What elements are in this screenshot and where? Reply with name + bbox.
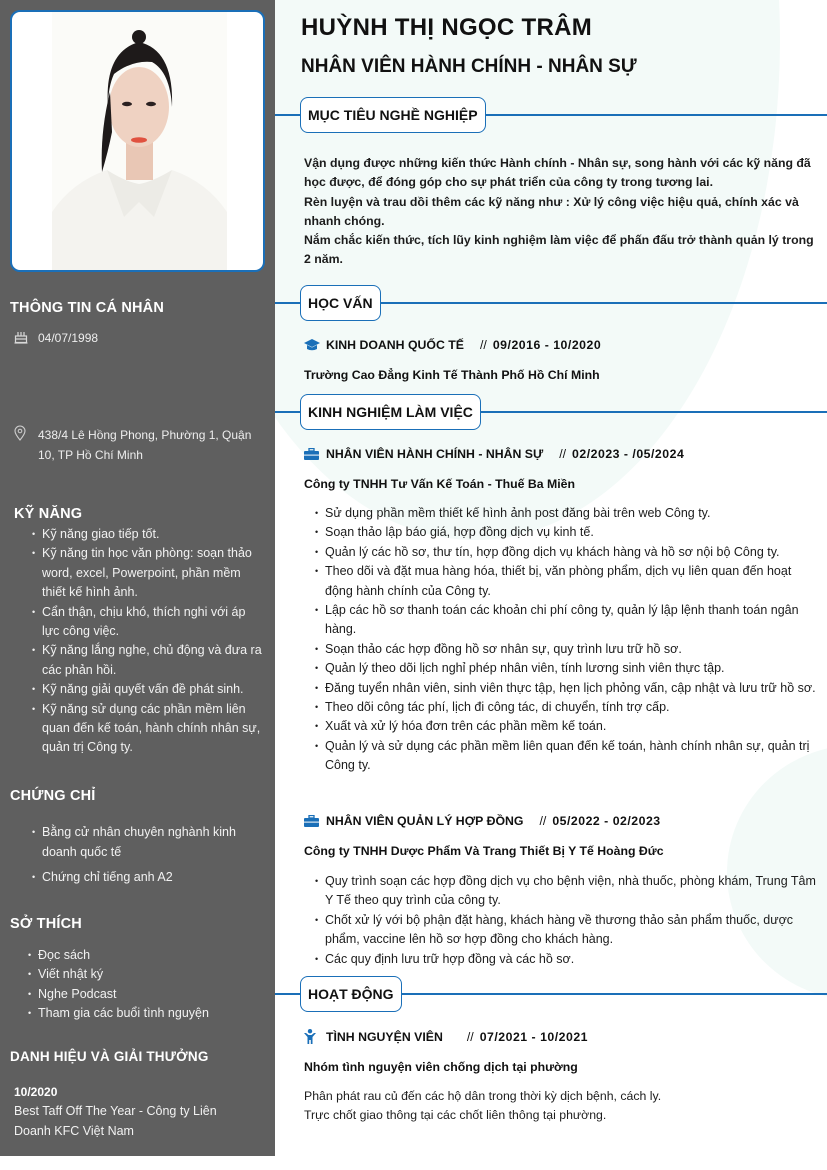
skill-item: • Kỹ năng giải quyết vấn đề phát sinh. [34, 680, 264, 699]
activity-description [304, 1087, 804, 1126]
hobby-item: • Đọc sách [30, 946, 260, 965]
duty-item: • Chốt xử lý với bộ phận đặt hàng, khách hàng về thương thảo sản phẩm thuốc, dược phẩm, vaccine lên hồ sơ hợp đồng cho khách hàng. [315, 911, 820, 950]
duty-item: • Lập các hồ sơ thanh toán các khoản chi phí công ty, quản lý lập lệnh thanh toán ngân hàng. [315, 601, 820, 640]
education-date: 09/2016 - 10/2020 [492, 338, 602, 352]
briefcase-icon [304, 448, 326, 460]
duty-item: • Các quy định lưu trữ hợp đồng và các hồ sơ. [315, 950, 820, 969]
profile-photo-frame [10, 10, 265, 272]
duty-item: • Soạn thảo lập báo giá, hợp đồng dịch vụ kinh tế. [315, 523, 820, 542]
duty-item: • Đăng tuyển nhân viên, sinh viên thực tập, hẹn lịch phỏng vấn, cập nhật và lưu trữ hồ sơ. [315, 679, 820, 698]
separator: // [559, 447, 567, 461]
candidate-role: NHÂN VIÊN HÀNH CHÍNH - NHÂN SỰ [301, 56, 637, 77]
activity-date: 07/2021 - 10/2021 [479, 1029, 589, 1044]
job-date: 05/2022 - 02/2023 [552, 814, 661, 828]
duty-item: • Quản lý các hồ sơ, thư tín, hợp đồng dịch vụ khách hàng và hồ sơ nội bộ Công ty. [315, 543, 820, 562]
job-duties-list [315, 504, 820, 776]
separator: // [539, 814, 547, 828]
profile-photo [52, 12, 227, 270]
address-row [14, 425, 269, 465]
duty-item: • Quản lý và sử dụng các phần mềm liên quan đến kế toán, hành chính nhân sự, quản trị Công ty. [315, 737, 820, 776]
education-entry-header [304, 338, 601, 352]
awards-title: DANH HIỆU VÀ GIẢI THƯỞNG [10, 1049, 209, 1064]
activities-section-header [275, 976, 827, 1012]
experience-title: KINH NGHIỆM LÀM VIỆC [300, 394, 481, 430]
briefcase-icon [304, 815, 326, 827]
main-content [275, 0, 827, 1170]
location-pin-icon [14, 425, 38, 465]
education-school: Trường Cao Đẳng Kinh Tế Thành Phố Hồ Chí Minh [304, 368, 600, 382]
job-company: Công ty TNHH Dược Phẩm Và Trang Thiết Bị Y Tế Hoàng Đức [304, 844, 664, 858]
duty-item: • Theo dõi và đặt mua hàng hóa, thiết bị, văn phòng phẩm, dịch vụ liên quan đến hoạt động hành chính của Công ty. [315, 562, 820, 601]
activity-header [304, 1029, 588, 1044]
activity-line: Trực chốt giao thông tại các chốt liên thông tại phường. [304, 1108, 607, 1123]
job-position: NHÂN VIÊN QUẢN LÝ HỢP ĐỒNG [326, 814, 524, 828]
activities-title: HOẠT ĐỘNG [300, 976, 402, 1012]
objective-line: Vận dụng được những kiến thức Hành chính - Nhân sự, song hành với các kỹ năng đã học được, để đóng góp cho sự phát triển của công ty trong tương lai. [304, 156, 811, 190]
award-date: 10/2020 [14, 1085, 58, 1099]
birthday-row [14, 328, 98, 350]
job-header [304, 814, 661, 828]
hobby-item: • Viết nhật ký [30, 965, 260, 984]
graduation-cap-icon [304, 339, 326, 351]
duty-item: • Quy trình soạn các hợp đồng dịch vụ cho bệnh viện, nhà thuốc, phòng khám, Trung Tâm Y Tế theo quy trình của công ty. [315, 872, 820, 911]
objective-title: MỤC TIÊU NGHỀ NGHIỆP [300, 97, 486, 133]
candidate-name: HUỲNH THỊ NGỌC TRÂM [301, 14, 593, 41]
personal-info-title: THÔNG TIN CÁ NHÂN [10, 300, 165, 316]
skill-item: • Kỹ năng lắng nghe, chủ động và đưa ra các phản hồi. [34, 641, 264, 680]
skills-list [34, 525, 264, 758]
award-text: Best Taff Off The Year - Công ty Liên Doanh KFC Việt Nam [14, 1104, 217, 1138]
certificate-item: • Chứng chỉ tiếng anh A2 [34, 867, 249, 887]
objective-line: Rèn luyện và trau dồi thêm các kỹ năng như : Xử lý công việc hiệu quả, chính xác và nhanh chóng. [304, 194, 799, 228]
hobbies-list [30, 946, 260, 1024]
skills-title: KỸ NĂNG [14, 506, 83, 522]
separator: // [466, 1029, 474, 1044]
certificates-title: CHỨNG CHỈ [10, 788, 96, 804]
education-major: KINH DOANH QUỐC TẾ [326, 338, 464, 352]
address-value: 438/4 Lê Hồng Phong, Phường 1, Quận 10, TP Hồ Chí Minh [38, 428, 252, 462]
skill-item: • Kỹ năng tin học văn phòng: soạn thảo word, excel, Powerpoint, phần mềm thiết kế hình ảnh. [34, 544, 264, 602]
duty-item: • Theo dõi công tác phí, lịch đi công tác, di chuyển, tính trợ cấp. [315, 698, 820, 717]
birthday-cake-icon [14, 328, 38, 350]
duty-item: • Quản lý theo dõi lịch nghỉ phép nhân viên, tính lương sinh viên thực tập. [315, 659, 820, 678]
activity-role: TÌNH NGUYỆN VIÊN [326, 1029, 443, 1044]
job-date: 02/2023 - /05/2024 [572, 447, 685, 461]
certificates-list [34, 822, 249, 887]
objective-text [304, 154, 819, 270]
duty-item: • Soạn thảo các hợp đồng hồ sơ nhân sự, quy trình lưu trữ hồ sơ. [315, 640, 820, 659]
birthday-value: 04/07/1998 [38, 331, 99, 345]
education-title: HỌC VẤN [300, 285, 381, 321]
job-company: Công ty TNHH Tư Vấn Kế Toán - Thuế Ba Miền [304, 477, 576, 491]
job-position: NHÂN VIÊN HÀNH CHÍNH - NHÂN SỰ [326, 447, 544, 461]
job-duties-list [315, 872, 820, 969]
sidebar [0, 0, 275, 1156]
experience-section-header [275, 394, 827, 430]
objective-section-header [275, 97, 827, 133]
skill-item: • Kỹ năng sử dụng các phần mềm liên quan đến kế toán, hành chính nhân sự, quản trị Công ty. [34, 700, 264, 758]
hobby-item: • Tham gia các buổi tình nguyện [30, 1004, 260, 1023]
certificate-item: • Bằng cử nhân chuyên nghành kinh doanh quốc tế [34, 822, 249, 862]
hobby-item: • Nghe Podcast [30, 985, 260, 1004]
skill-item: • Kỹ năng giao tiếp tốt. [34, 525, 264, 544]
volunteer-person-icon [304, 1029, 326, 1044]
separator: // [480, 338, 487, 352]
skill-item: • Cẩn thận, chịu khó, thích nghi với áp lực công việc. [34, 603, 264, 642]
activity-line: Phân phát rau củ đến các hộ dân trong thời kỳ dịch bệnh, cách ly. [304, 1089, 662, 1103]
duty-item: • Xuất và xử lý hóa đơn trên các phần mềm kế toán. [315, 717, 820, 736]
job-header [304, 447, 684, 461]
activity-group: Nhóm tình nguyện viên chống dịch tại phường [304, 1060, 578, 1074]
education-section-header [275, 285, 827, 321]
objective-line: Nắm chắc kiến thức, tích lũy kinh nghiệm làm việc để phấn đấu trở thành quản lý trong 2 năm. [304, 233, 814, 267]
duty-item: • Sử dụng phần mềm thiết kế hình ảnh post đăng bài trên web Công ty. [315, 504, 820, 523]
hobbies-title: SỞ THÍCH [10, 916, 82, 932]
